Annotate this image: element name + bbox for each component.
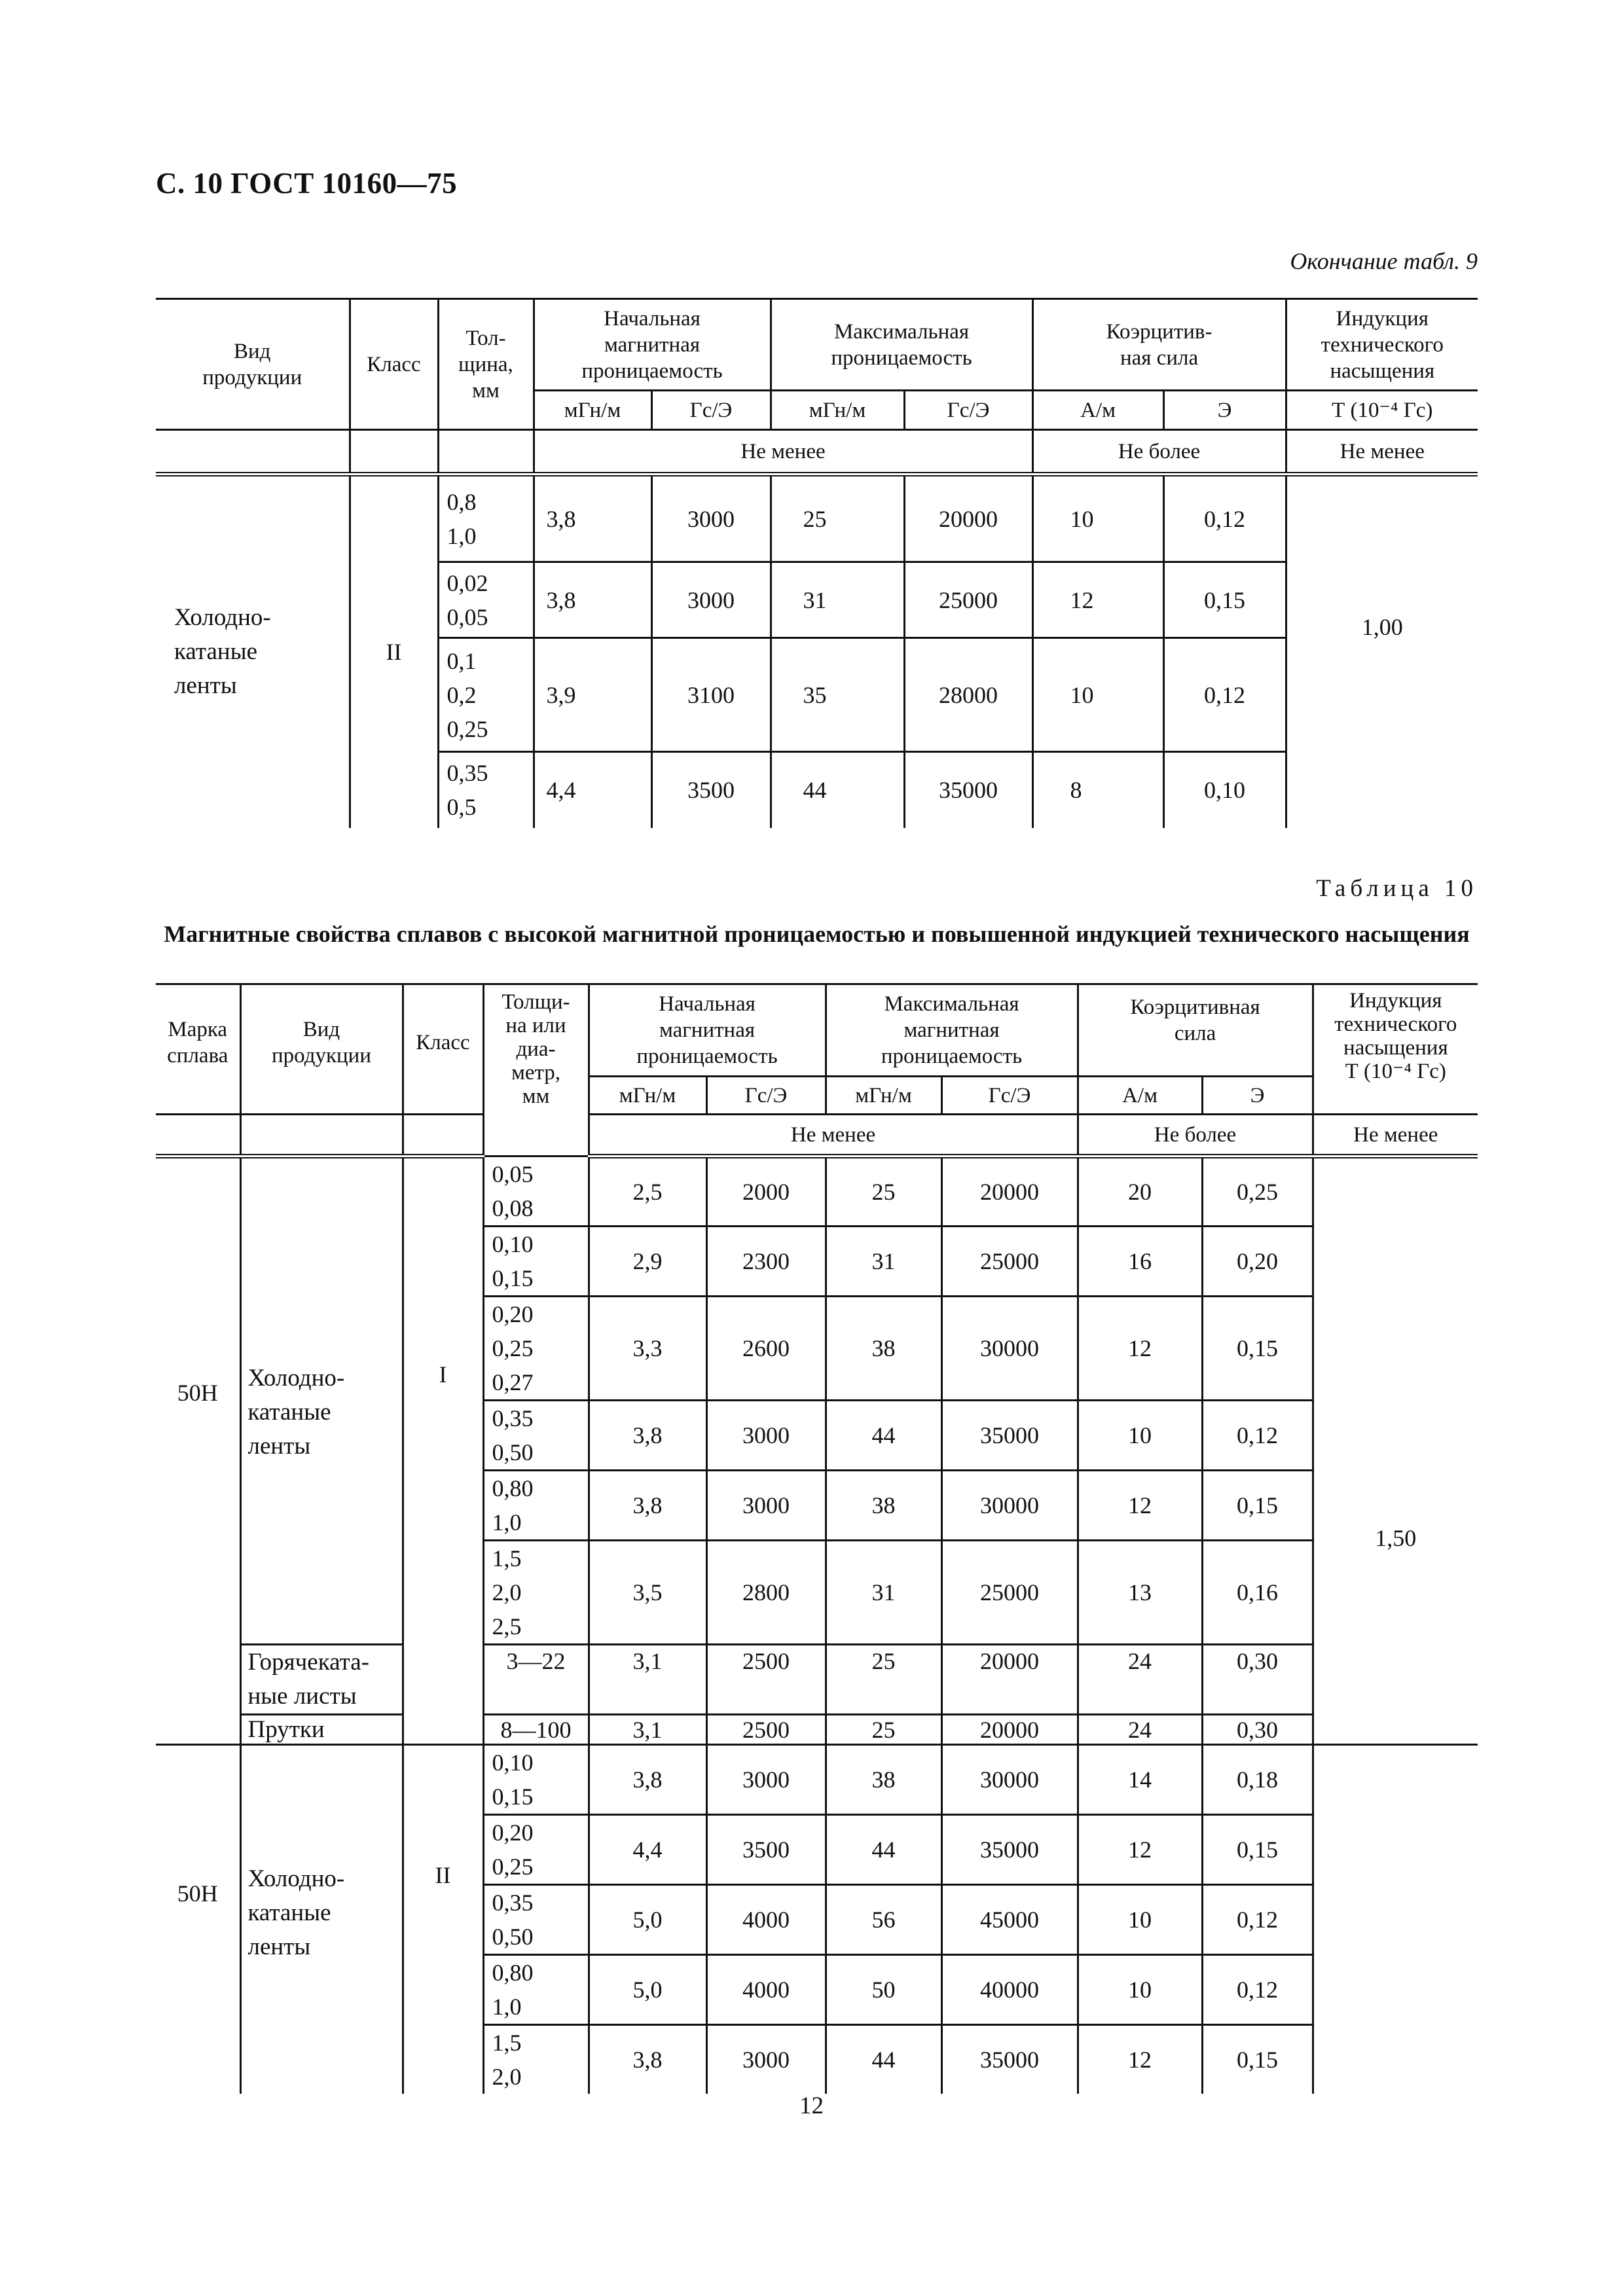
- t10-product-cold: Холодно- катаные ленты: [240, 1745, 403, 2094]
- t9-header-coercive-force: Коэрцитив- ная сила: [1032, 299, 1286, 391]
- t9-unit-mhm: мГн/м: [771, 391, 904, 430]
- t9-header-initial-permeability: Начальная магнитная проницаемость: [534, 299, 771, 391]
- t10-thickness: 0,35 0,50: [483, 1885, 589, 1955]
- t10-mu-max-gs: 20000: [941, 1645, 1078, 1715]
- t10-mu-i-mhm: 3,5: [589, 1541, 706, 1645]
- t9-thickness: 0,8 1,0: [438, 475, 534, 562]
- t9-hc-oe: 0,12: [1163, 475, 1286, 562]
- t9-thickness: 0,1 0,2 0,25: [438, 638, 534, 752]
- t9-mu-max-gs: 25000: [904, 562, 1032, 638]
- t9-mu-i-gs: 3500: [651, 752, 771, 828]
- t10-header-coercive-force: Коэрцитивная сила: [1078, 984, 1313, 1077]
- t10-mu-max-mhm: 44: [826, 2025, 941, 2094]
- t10-hc-am: 12: [1078, 1471, 1202, 1541]
- t9-hc-am: 10: [1032, 475, 1163, 562]
- table10-title: Магнитные свойства сплавов с высокой магнитной проницаемостью и повышенной индукцией технического насыщения: [164, 921, 1470, 947]
- t10-header-saturation-induction: Индукция технического насыщения Т (10⁻⁴ Гс): [1313, 984, 1478, 1115]
- t9-product: Холодно- катаные ленты: [156, 475, 350, 828]
- t10-unit-mhm: мГн/м: [826, 1077, 941, 1115]
- t10-mu-max-mhm: 44: [826, 1401, 941, 1471]
- t9-header-max-permeability: Максимальная проницаемость: [771, 299, 1032, 391]
- t10-unit-mhm: мГн/м: [589, 1077, 706, 1115]
- t10-mu-i-gs: 3000: [706, 1401, 826, 1471]
- t10-hc-oe: 0,20: [1202, 1227, 1313, 1297]
- t10-thickness: 0,80 1,0: [483, 1955, 589, 2025]
- t9-unit-mhm: мГн/м: [534, 391, 651, 430]
- t9-header-class: Класс: [350, 299, 438, 430]
- t10-hc-am: 10: [1078, 1885, 1202, 1955]
- t9-mu-i-mhm: 3,8: [534, 475, 651, 562]
- t9-mu-i-mhm: 3,9: [534, 638, 651, 752]
- t9-not-less-induction: Не менее: [1286, 430, 1478, 475]
- t10-mu-i-mhm: 3,8: [589, 1745, 706, 1815]
- t9-empty-cell: [438, 430, 534, 475]
- t9-mu-max-mhm: 25: [771, 475, 904, 562]
- t10-mu-i-mhm: 3,8: [589, 2025, 706, 2094]
- t9-not-more: Не более: [1032, 430, 1286, 475]
- t9-not-less: Не менее: [534, 430, 1032, 475]
- t10-mu-i-gs: 2600: [706, 1297, 826, 1401]
- t10-hc-oe: 0,15: [1202, 1297, 1313, 1401]
- t10-mu-max-gs: 45000: [941, 1885, 1078, 1955]
- t10-mu-i-gs: 2000: [706, 1157, 826, 1227]
- t9-mu-max-mhm: 35: [771, 638, 904, 752]
- t9-unit-oe: Э: [1163, 391, 1286, 430]
- t10-grade: 50Н: [156, 1157, 240, 1745]
- t9-unit-t: Т (10⁻⁴ Гс): [1286, 391, 1478, 430]
- t10-unit-a-m: А/м: [1078, 1077, 1202, 1115]
- t10-not-less-induction: Не менее: [1313, 1115, 1478, 1157]
- t10-hc-am: 14: [1078, 1745, 1202, 1815]
- table9: [156, 298, 1478, 828]
- t10-hc-oe: 0,16: [1202, 1541, 1313, 1645]
- t10-mu-max-mhm: 38: [826, 1745, 941, 1815]
- t10-mu-i-gs: 2500: [706, 1645, 826, 1715]
- t10-mu-max-gs: 30000: [941, 1745, 1078, 1815]
- t10-mu-max-gs: 40000: [941, 1955, 1078, 2025]
- t10-empty-cell: [1313, 1745, 1478, 2094]
- t10-empty-cell: [403, 1115, 483, 1157]
- t9-mu-i-gs: 3000: [651, 475, 771, 562]
- t10-mu-i-mhm: 5,0: [589, 1955, 706, 2025]
- t10-hc-am: 16: [1078, 1227, 1202, 1297]
- t10-hc-oe: 0,18: [1202, 1745, 1313, 1815]
- t10-product-bars: Прутки: [240, 1715, 403, 1745]
- t10-header-initial-permeability: Начальная магнитная проницаемость: [589, 984, 826, 1077]
- t9-hc-oe: 0,12: [1163, 638, 1286, 752]
- t10-hc-oe: 0,30: [1202, 1715, 1313, 1745]
- t10-mu-i-mhm: 2,5: [589, 1157, 706, 1227]
- t9-header-product-type: Вид продукции: [156, 299, 350, 430]
- t10-hc-oe: 0,12: [1202, 1955, 1313, 2025]
- t10-unit-oe: Э: [1202, 1077, 1313, 1115]
- t10-mu-max-gs: 30000: [941, 1297, 1078, 1401]
- t9-unit-gs-oe: Гс/Э: [904, 391, 1032, 430]
- t9-hc-am: 10: [1032, 638, 1163, 752]
- t10-header-class: Класс: [403, 984, 483, 1115]
- t10-mu-i-gs: 3500: [706, 1815, 826, 1885]
- page-header: С. 10 ГОСТ 10160—75: [156, 167, 458, 200]
- t10-mu-max-gs: 35000: [941, 1401, 1078, 1471]
- t10-thickness: 1,5 2,0: [483, 2025, 589, 2094]
- t9-header-saturation-induction: Индукция технического насыщения: [1286, 299, 1478, 391]
- t9-mu-i-mhm: 4,4: [534, 752, 651, 828]
- t9-induction: 1,00: [1286, 475, 1478, 828]
- t10-mu-i-gs: 4000: [706, 1885, 826, 1955]
- t10-mu-max-mhm: 25: [826, 1715, 941, 1745]
- t10-hc-am: 13: [1078, 1541, 1202, 1645]
- t10-thickness: 1,5 2,0 2,5: [483, 1541, 589, 1645]
- t10-thickness: 8—100: [483, 1715, 589, 1745]
- t10-mu-i-gs: 2800: [706, 1541, 826, 1645]
- t9-hc-am: 8: [1032, 752, 1163, 828]
- t10-mu-max-gs: 25000: [941, 1227, 1078, 1297]
- t9-unit-gs-oe: Гс/Э: [651, 391, 771, 430]
- t9-mu-max-mhm: 44: [771, 752, 904, 828]
- t10-hc-oe: 0,12: [1202, 1885, 1313, 1955]
- table10-label: Таблица 10: [1316, 875, 1478, 902]
- t10-mu-i-gs: 4000: [706, 1955, 826, 2025]
- t10-mu-max-mhm: 50: [826, 1955, 941, 2025]
- t10-header-grade: Марка сплава: [156, 984, 240, 1115]
- t10-mu-i-mhm: 3,8: [589, 1471, 706, 1541]
- t10-thickness: 0,10 0,15: [483, 1227, 589, 1297]
- t9-thickness: 0,02 0,05: [438, 562, 534, 638]
- t10-mu-i-gs: 2500: [706, 1715, 826, 1745]
- t10-unit-gs-oe: Гс/Э: [706, 1077, 826, 1115]
- t10-hc-oe: 0,15: [1202, 1471, 1313, 1541]
- t10-mu-i-mhm: 3,8: [589, 1401, 706, 1471]
- t10-mu-i-mhm: 2,9: [589, 1227, 706, 1297]
- t10-mu-max-gs: 35000: [941, 2025, 1078, 2094]
- t10-class: I: [403, 1157, 483, 1745]
- t10-hc-oe: 0,15: [1202, 2025, 1313, 2094]
- t10-header-max-permeability: Максимальная магнитная проницаемость: [826, 984, 1078, 1077]
- t9-empty-cell: [350, 430, 438, 475]
- t10-mu-max-mhm: 31: [826, 1541, 941, 1645]
- t10-hc-am: 12: [1078, 1297, 1202, 1401]
- t10-hc-oe: 0,15: [1202, 1815, 1313, 1885]
- t10-mu-max-gs: 20000: [941, 1715, 1078, 1745]
- t10-mu-max-gs: 20000: [941, 1157, 1078, 1227]
- t10-hc-am: 20: [1078, 1157, 1202, 1227]
- t10-thickness: 0,05 0,08: [483, 1157, 589, 1227]
- t10-hc-am: 10: [1078, 1955, 1202, 2025]
- t10-mu-max-mhm: 44: [826, 1815, 941, 1885]
- t10-grade: 50Н: [156, 1745, 240, 2094]
- t10-mu-i-mhm: 3,3: [589, 1297, 706, 1401]
- t10-mu-max-mhm: 25: [826, 1157, 941, 1227]
- t10-mu-max-mhm: 38: [826, 1297, 941, 1401]
- t10-thickness: 3—22: [483, 1645, 589, 1715]
- t10-mu-i-mhm: 3,1: [589, 1715, 706, 1745]
- t10-not-more: Не более: [1078, 1115, 1313, 1157]
- t10-hc-oe: 0,12: [1202, 1401, 1313, 1471]
- t9-hc-oe: 0,15: [1163, 562, 1286, 638]
- t10-thickness: 0,35 0,50: [483, 1401, 589, 1471]
- t10-mu-i-mhm: 3,1: [589, 1645, 706, 1715]
- t9-mu-i-gs: 3000: [651, 562, 771, 638]
- t10-thickness: 0,20 0,25: [483, 1815, 589, 1885]
- t10-hc-am: 24: [1078, 1715, 1202, 1745]
- t10-mu-i-mhm: 5,0: [589, 1885, 706, 1955]
- t9-hc-oe: 0,10: [1163, 752, 1286, 828]
- t10-hc-am: 12: [1078, 2025, 1202, 2094]
- t9-mu-max-gs: 20000: [904, 475, 1032, 562]
- t10-mu-max-mhm: 25: [826, 1645, 941, 1715]
- t10-not-less: Не менее: [589, 1115, 1078, 1157]
- t10-thickness: 0,10 0,15: [483, 1745, 589, 1815]
- t10-mu-i-mhm: 4,4: [589, 1815, 706, 1885]
- t10-empty-cell: [240, 1115, 403, 1157]
- t10-unit-gs-oe: Гс/Э: [941, 1077, 1078, 1115]
- page-number: 12: [799, 2092, 824, 2119]
- t10-product-hot: Горячеката- ные листы: [240, 1645, 403, 1715]
- t10-hc-am: 24: [1078, 1645, 1202, 1715]
- t10-product-cold: Холодно- катаные ленты: [240, 1157, 403, 1645]
- t10-mu-max-mhm: 56: [826, 1885, 941, 1955]
- t10-mu-i-gs: 3000: [706, 1471, 826, 1541]
- t10-empty-cell: [156, 1115, 240, 1157]
- t10-mu-max-gs: 25000: [941, 1541, 1078, 1645]
- t9-mu-i-mhm: 3,8: [534, 562, 651, 638]
- t9-empty-cell: [156, 430, 350, 475]
- t9-thickness: 0,35 0,5: [438, 752, 534, 828]
- t9-class: II: [350, 475, 438, 828]
- t10-mu-i-gs: 3000: [706, 2025, 826, 2094]
- t10-mu-max-gs: 35000: [941, 1815, 1078, 1885]
- t10-induction: 1,50: [1313, 1157, 1478, 1745]
- t10-hc-am: 10: [1078, 1401, 1202, 1471]
- t9-mu-max-gs: 28000: [904, 638, 1032, 752]
- t9-hc-am: 12: [1032, 562, 1163, 638]
- t9-header-thickness: Тол- щина, мм: [438, 299, 534, 430]
- t10-header-thickness: Толщи- на или диа- метр, мм: [483, 984, 589, 1157]
- table9-continuation-label: Окончание табл. 9: [1290, 248, 1478, 274]
- t10-hc-oe: 0,25: [1202, 1157, 1313, 1227]
- t10-thickness: 0,80 1,0: [483, 1471, 589, 1541]
- t9-mu-max-gs: 35000: [904, 752, 1032, 828]
- t10-mu-i-gs: 2300: [706, 1227, 826, 1297]
- t9-mu-i-gs: 3100: [651, 638, 771, 752]
- t10-header-product-type: Вид продукции: [240, 984, 403, 1115]
- t10-mu-max-gs: 30000: [941, 1471, 1078, 1541]
- t10-class: II: [403, 1745, 483, 2094]
- t9-mu-max-mhm: 31: [771, 562, 904, 638]
- t10-hc-am: 12: [1078, 1815, 1202, 1885]
- t10-mu-max-mhm: 31: [826, 1227, 941, 1297]
- t9-unit-a-m: А/м: [1032, 391, 1163, 430]
- t10-hc-oe: 0,30: [1202, 1645, 1313, 1715]
- t10-thickness: 0,20 0,25 0,27: [483, 1297, 589, 1401]
- table10: [156, 983, 1478, 2094]
- t10-mu-max-mhm: 38: [826, 1471, 941, 1541]
- t10-mu-i-gs: 3000: [706, 1745, 826, 1815]
